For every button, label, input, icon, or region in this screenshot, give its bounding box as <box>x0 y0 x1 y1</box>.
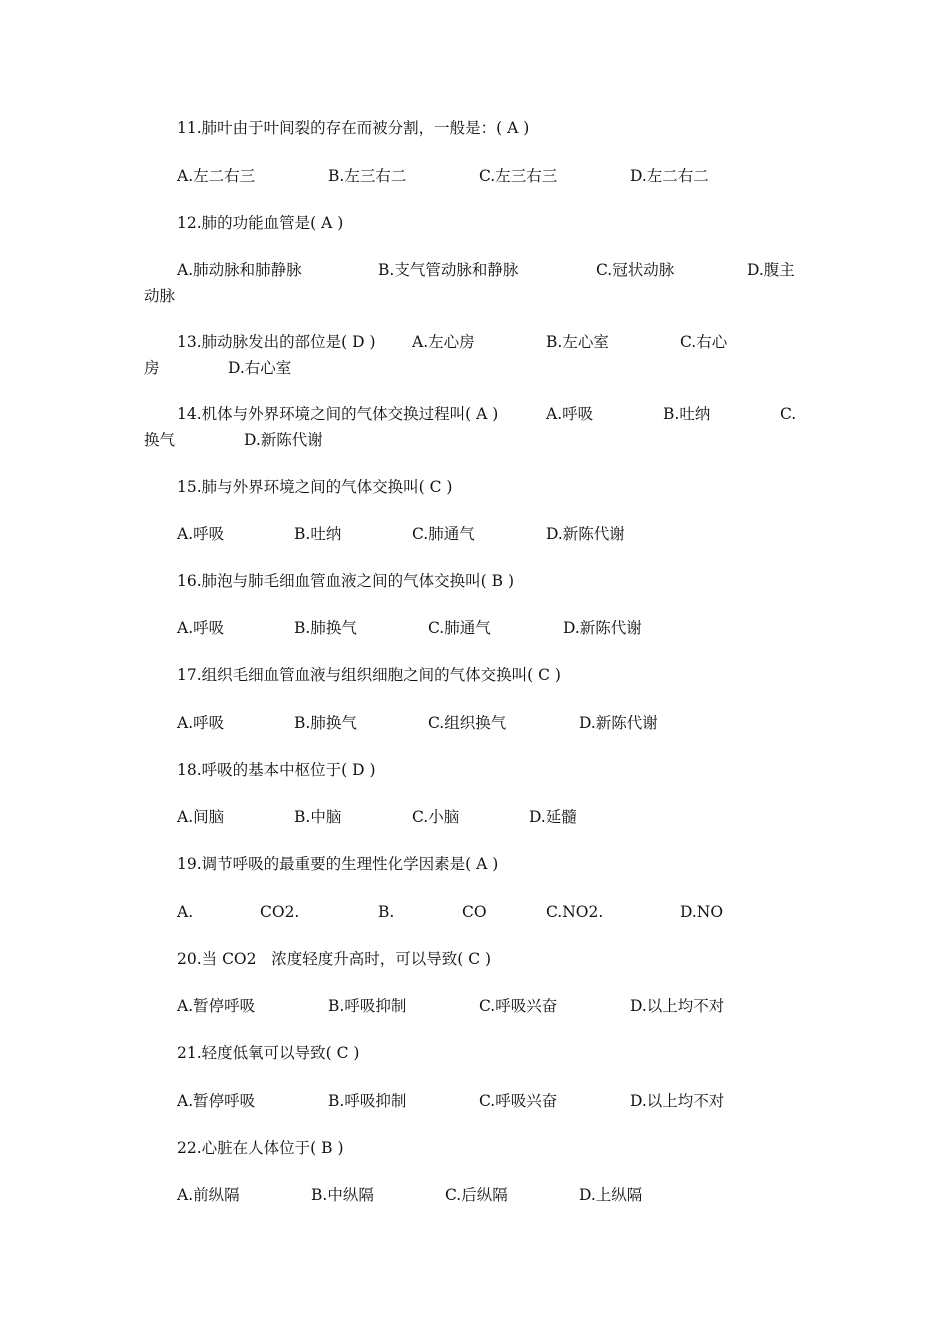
option-b: B.肺换气 <box>294 714 357 732</box>
option-a-text: CO2. <box>260 903 300 921</box>
option-a: A.呼吸 <box>177 619 225 637</box>
question-17-stem: 17.组织毛细血管血液与组织细胞之间的气体交换叫( C ) <box>177 666 561 684</box>
question-16-options <box>177 618 817 638</box>
option-a: A.左心房 <box>412 333 475 351</box>
question-12-options <box>177 260 817 280</box>
option-d: D.NO <box>680 903 724 921</box>
question-22-stem: 22.心脏在人体位于( B ) <box>177 1139 344 1157</box>
option-d: D.新陈代谢 <box>546 525 625 543</box>
question-18-options <box>177 807 817 827</box>
question-15-options <box>177 524 817 544</box>
option-a: A.肺动脉和肺静脉 <box>177 261 302 279</box>
option-b: B.吐纳 <box>294 525 342 543</box>
question-14-stem: 14.机体与外界环境之间的气体交换过程叫( A ) <box>177 405 499 423</box>
question-22-options <box>177 1185 817 1205</box>
question-19-options <box>177 902 817 922</box>
option-d: D.以上均不对 <box>630 997 725 1015</box>
option-a: A.呼吸 <box>546 405 594 423</box>
option-c: C.呼吸兴奋 <box>479 997 558 1015</box>
option-d: D.上纵隔 <box>579 1186 643 1204</box>
option-b: B.支气管动脉和静脉 <box>378 261 519 279</box>
option-b: B.左心室 <box>546 333 609 351</box>
option-d: D.延髓 <box>529 808 577 826</box>
question-20-options <box>177 996 817 1016</box>
option-b: B.肺换气 <box>294 619 357 637</box>
option-a: A.暂停呼吸 <box>177 1092 256 1110</box>
option-a-label: A. <box>177 903 194 921</box>
option-c: C.肺通气 <box>428 619 491 637</box>
question-16-stem: 16.肺泡与肺毛细血管血液之间的气体交换叫( B ) <box>177 572 514 590</box>
option-d: D.新陈代谢 <box>579 714 658 732</box>
option-b: B.呼吸抑制 <box>328 1092 407 1110</box>
option-c-wrap: 房 <box>144 359 160 377</box>
question-18-stem: 18.呼吸的基本中枢位于( D ) <box>177 761 376 779</box>
option-b: B.左三右二 <box>328 167 407 185</box>
option-a: A.左二右三 <box>177 167 256 185</box>
option-b-text: CO <box>462 903 487 921</box>
option-c: C.小脑 <box>412 808 460 826</box>
option-d-wrap: 动脉 <box>144 287 176 305</box>
question-12-stem: 12.肺的功能血管是( A ) <box>177 214 344 232</box>
option-a: A.暂停呼吸 <box>177 997 256 1015</box>
option-a: A.呼吸 <box>177 525 225 543</box>
option-b-label: B. <box>378 903 395 921</box>
question-11-options <box>177 166 817 186</box>
option-c: C.后纵隔 <box>445 1186 508 1204</box>
option-c: C.冠状动脉 <box>596 261 675 279</box>
option-d: D.以上均不对 <box>630 1092 725 1110</box>
option-a: A.前纵隔 <box>177 1186 240 1204</box>
option-c: C. <box>780 405 797 423</box>
option-a: A.间脑 <box>177 808 225 826</box>
option-c: C.右心 <box>680 333 728 351</box>
question-13-stem: 13.肺动脉发出的部位是( D ) <box>177 333 376 351</box>
option-c: C.组织换气 <box>428 714 507 732</box>
option-c: C.左三右三 <box>479 167 558 185</box>
option-b: B.呼吸抑制 <box>328 997 407 1015</box>
question-17-options <box>177 713 817 733</box>
question-21-stem: 21.轻度低氧可以导致( C ) <box>177 1044 360 1062</box>
question-11-stem: 11.肺叶由于叶间裂的存在而被分割，一般是：( A ) <box>177 119 530 137</box>
option-d: D.新陈代谢 <box>563 619 642 637</box>
option-a: A.呼吸 <box>177 714 225 732</box>
option-c: C.肺通气 <box>412 525 475 543</box>
option-d: D.新陈代谢 <box>244 431 323 449</box>
question-19-stem: 19.调节呼吸的最重要的生理性化学因素是( A ) <box>177 855 499 873</box>
option-d: D.右心室 <box>228 359 292 377</box>
question-21-options <box>177 1091 817 1111</box>
option-b: B.中脑 <box>294 808 342 826</box>
question-20-stem: 20.当 CO2 浓度轻度升高时，可以导致( C ) <box>177 950 492 968</box>
option-d: D.腹主 <box>747 261 795 279</box>
option-b: B.中纵隔 <box>311 1186 374 1204</box>
option-c-wrap: 换气 <box>144 431 176 449</box>
option-d: D.左二右二 <box>630 167 709 185</box>
option-c: C.NO2. <box>546 903 604 921</box>
option-b: B.吐纳 <box>663 405 711 423</box>
question-15-stem: 15.肺与外界环境之间的气体交换叫( C ) <box>177 478 453 496</box>
option-c: C.呼吸兴奋 <box>479 1092 558 1110</box>
